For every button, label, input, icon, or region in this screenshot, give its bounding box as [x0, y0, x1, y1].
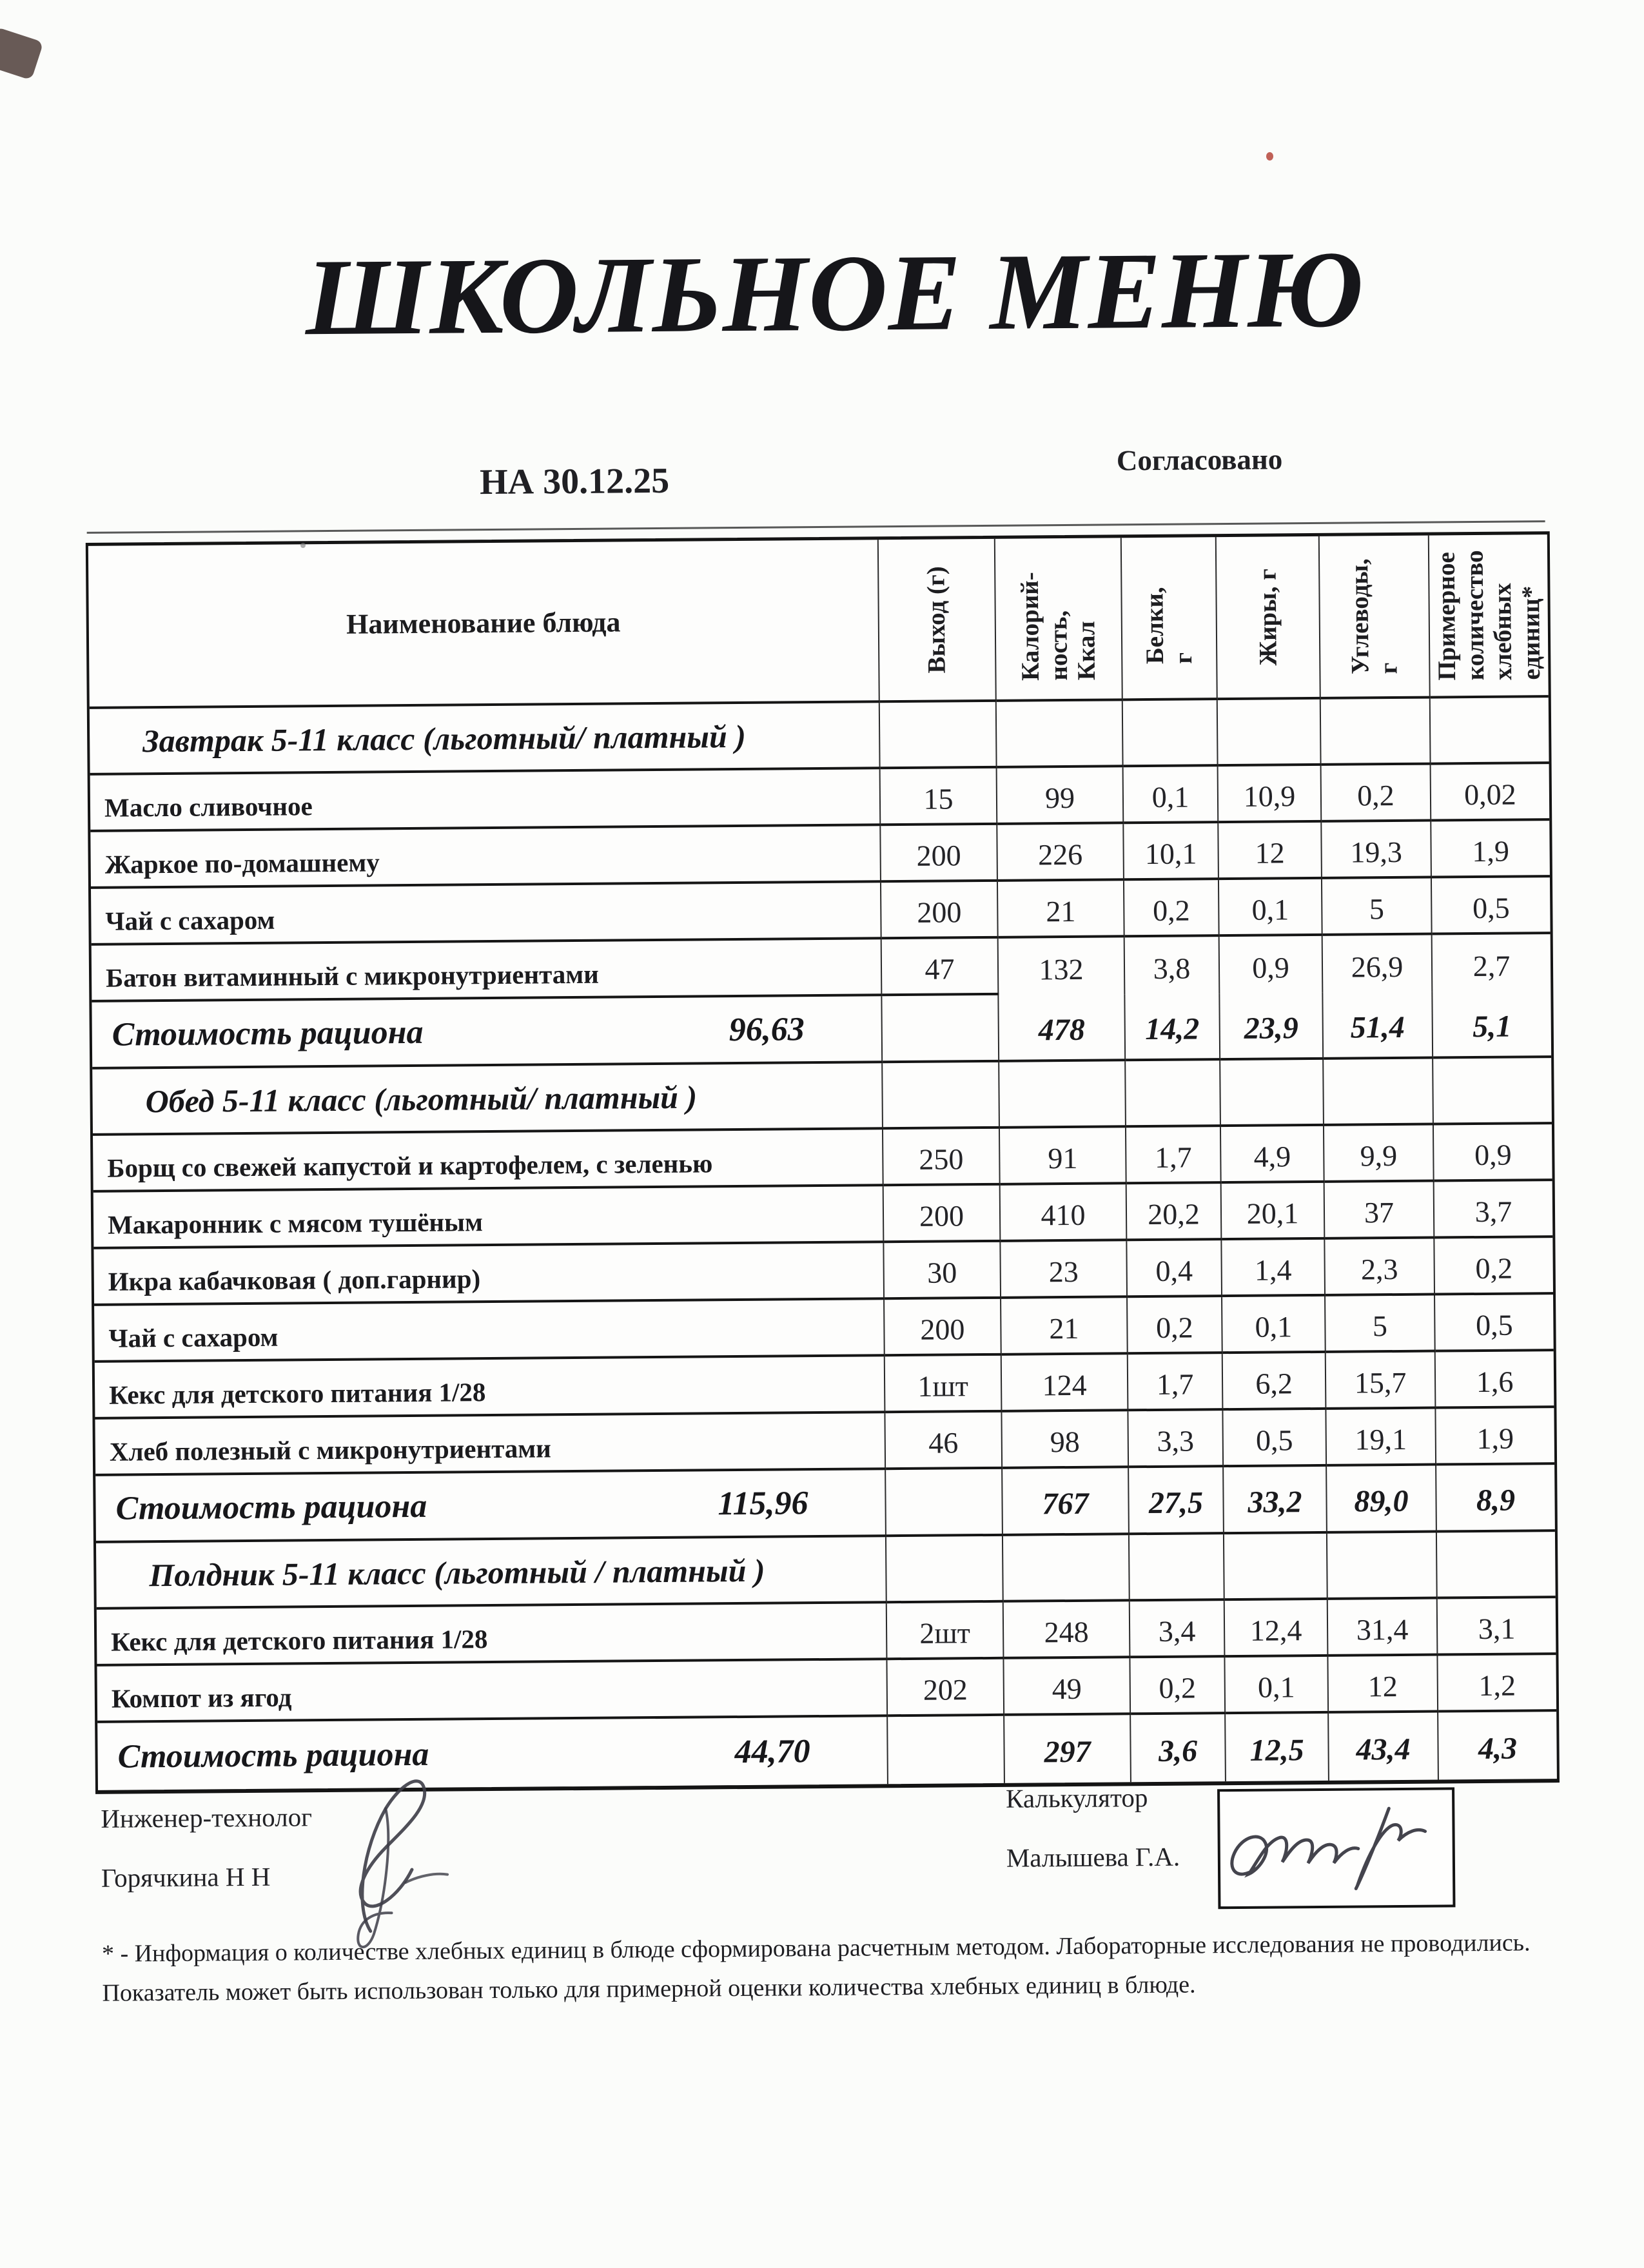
dish-value: 15,7 [1326, 1353, 1436, 1410]
empty-cell [1224, 1534, 1328, 1601]
ration-cost-label: Стоимость рациона [115, 1487, 427, 1527]
column-header-protein-label: Белки, г [1140, 587, 1197, 665]
ration-total-value: 478 [999, 994, 1126, 1062]
dish-value: 1,4 [1222, 1240, 1326, 1297]
calculator-role-label: Калькулятор [1005, 1783, 1148, 1813]
ration-total-value [886, 1469, 1003, 1537]
dish-value: 26,9 [1323, 935, 1433, 993]
dish-value: 0,1 [1225, 1657, 1329, 1714]
dish-name: Хлеб полезный с микронутриентами [95, 1413, 886, 1476]
dish-value: 1,7 [1126, 1127, 1222, 1184]
dish-value: 2,7 [1473, 949, 1511, 983]
dish-name: Чай с сахаром [94, 1300, 885, 1363]
dish-value: 9,9 [1324, 1126, 1434, 1183]
dish-value: 0,5 [1435, 1295, 1554, 1352]
signature-engineer [308, 1750, 504, 1957]
dish-value: 46 [885, 1413, 1003, 1470]
dish-value: 0,1 [1124, 767, 1219, 824]
dish-value: 202 [887, 1659, 1004, 1717]
menu-date: НА 30.12.25 [479, 460, 670, 503]
empty-cell [1431, 698, 1549, 765]
ration-total-value: 297 [1004, 1715, 1131, 1783]
dish-value: 19,3 [1322, 822, 1432, 879]
section-title: Полдник 5-11 класс (льготный / платный ) [96, 1537, 887, 1610]
dish-value: 20,2 [1127, 1184, 1222, 1241]
dish-value: 0,4 [1127, 1240, 1222, 1298]
dish-value: 1,9 [1436, 1408, 1554, 1465]
dish-value: 91 [1000, 1128, 1127, 1186]
ration-total-value: 14,2 [1125, 993, 1220, 1061]
dish-value: 3,1 [1438, 1598, 1556, 1656]
dish-name: Кекс для детского питания 1/28 [95, 1356, 886, 1420]
dish-value: 0,2 [1322, 765, 1432, 823]
column-header-fat-label: Жиры, г [1253, 568, 1282, 666]
ration-cost-label: Стоимость рациона [117, 1735, 429, 1775]
dish-value: 0,1 [1219, 879, 1323, 937]
dish-value: 3,4 [1130, 1601, 1226, 1658]
empty-cell [1130, 1534, 1225, 1601]
ration-total-value: 5,1 [1433, 991, 1551, 1059]
dish-value: 200 [884, 1186, 1001, 1243]
dish-value: 0,2 [1434, 1238, 1553, 1295]
dish-name: Икра кабачковая ( доп.гарнир) [93, 1243, 885, 1306]
dish-name: Масло сливочное [90, 769, 881, 832]
ration-total-value: 27,5 [1129, 1467, 1224, 1535]
column-header-fat [1217, 536, 1321, 700]
column-header-output [879, 539, 997, 703]
dish-value: 0,2 [1130, 1657, 1226, 1715]
dish-value: 2,3 [1325, 1239, 1435, 1296]
dish-value: 12 [1218, 823, 1322, 880]
ration-total-value: 43,4 [1329, 1713, 1439, 1781]
dish-value: 2шт [887, 1603, 1004, 1660]
dish-value: 47 [882, 939, 999, 996]
dish-value: 1,7 [1128, 1354, 1224, 1411]
ration-cost-wrap [93, 1010, 881, 1054]
dish-value: 15 [881, 768, 998, 826]
ration-total-value: 12,5 [1226, 1714, 1329, 1781]
dish-value: 0,5 [1432, 877, 1551, 935]
ration-cost-cell [95, 1470, 886, 1543]
scan-grey-speck [300, 543, 306, 548]
empty-cell [1327, 1533, 1438, 1600]
dish-name: Компот из ягод [97, 1660, 888, 1723]
dish-value: 0,9 [1434, 1124, 1552, 1182]
empty-cell [1220, 1060, 1324, 1127]
empty-cell [1433, 1058, 1552, 1125]
column-header-output-label: Выход (г) [922, 565, 952, 674]
column-header-protein [1122, 537, 1218, 701]
ration-cost-label: Стоимость рациона [112, 1013, 424, 1053]
empty-cell [1126, 1061, 1221, 1128]
column-header-calories [995, 538, 1123, 702]
column-header-dish-label: Наименование блюда [346, 606, 621, 640]
empty-cell [1437, 1532, 1556, 1599]
dish-value: 21 [1001, 1298, 1128, 1356]
signature-calculator [1220, 1790, 1447, 1901]
dish-value: 99 [997, 767, 1124, 825]
dish-value: 0,5 [1223, 1410, 1327, 1467]
menu-table [86, 531, 1560, 1794]
dish-value: 12 [1328, 1656, 1438, 1714]
page-title: ШКОЛЬНОЕ МЕНЮ [305, 228, 1365, 358]
section-title: Завтрак 5-11 класс (льготный/ платный ) [90, 703, 881, 776]
dish-value: 5 [1322, 879, 1433, 936]
table-header-row [88, 534, 1549, 709]
menu-section-row [90, 698, 1549, 776]
dish-value: 0,1 [1222, 1296, 1326, 1354]
dish-value: 20,1 [1222, 1183, 1326, 1240]
dish-value: 410 [1001, 1184, 1128, 1242]
dish-value: 49 [1004, 1658, 1131, 1716]
column-header-calories-label: Калорий- ность, Ккал [1015, 572, 1101, 681]
dish-value: 98 [1002, 1411, 1129, 1469]
dish-value: 4,9 [1221, 1126, 1325, 1184]
signature-box [1217, 1787, 1455, 1909]
dish-value: 0,9 [1220, 936, 1324, 993]
scan-red-speck [1266, 152, 1273, 161]
dish-value: 250 [883, 1129, 1001, 1186]
ration-total-value: 51,4 [1323, 992, 1433, 1060]
column-header-carbs-label: Углеводы, г [1346, 558, 1403, 674]
empty-cell [1218, 699, 1322, 767]
dish-value: 200 [881, 882, 999, 939]
dish-name: Жаркое по-домашнему [90, 826, 881, 889]
dish-value: 19,1 [1326, 1409, 1436, 1467]
dish-value: 124 [1002, 1354, 1129, 1413]
dish-name: Батон витаминный с микронутриентами [92, 939, 883, 1002]
dish-name: Кекс для детского питания 1/28 [97, 1603, 888, 1667]
empty-cell [1003, 1535, 1130, 1603]
dish-value: 3,7 [1434, 1181, 1553, 1238]
dish-name: Чай с сахаром [91, 883, 882, 946]
bread-units-footnote: * - Информация о количестве хлебных единиц в блюде сформирована расчетным методом. Лабораторные исследования не проводились. Показатель может быть использован только для примерной оценки количества хлебных единиц в блюде. [101, 1929, 1531, 2007]
dish-value: 12,4 [1225, 1600, 1329, 1657]
column-header-bread-units [1429, 534, 1549, 698]
ration-total-value: 8,9 [1436, 1465, 1555, 1532]
menu-section-row [92, 1058, 1552, 1136]
dish-value: 21 [998, 881, 1125, 939]
dish-value: 248 [1004, 1601, 1131, 1659]
engineer-role-label: Инженер-технолог [101, 1802, 313, 1833]
dish-value: 5 [1326, 1296, 1436, 1353]
ration-total-value: 4,3 [1478, 1731, 1518, 1766]
column-header-carbs [1320, 536, 1431, 699]
ration-cost-price: 96,63 [729, 1010, 805, 1048]
dish-name: Борщ со свежей капустой и картофелем, с зеленью [93, 1129, 884, 1193]
dish-value: 30 [884, 1242, 1001, 1300]
column-header-bread-units-label: Примерное количество хлебных единиц* [1432, 550, 1545, 681]
dish-value: 1шт [885, 1356, 1003, 1413]
dish-value: 31,4 [1328, 1599, 1438, 1657]
ration-total-value: 23,9 [1220, 993, 1324, 1061]
ration-total-value [888, 1716, 1005, 1784]
dish-value: 1,9 [1431, 821, 1550, 878]
dish-value: 226 [997, 824, 1124, 882]
empty-cell [880, 702, 997, 769]
dish-value: 1,2 [1438, 1655, 1556, 1712]
ration-cost-price: 44,70 [734, 1732, 810, 1770]
dish-value: 3,3 [1128, 1411, 1224, 1468]
ration-cost-cell [92, 996, 883, 1070]
approval-line1: Согласовано [1116, 443, 1283, 477]
menu-table-body [90, 698, 1557, 1790]
calculator-name-label: Малышева Г.А. [1006, 1841, 1180, 1873]
empty-cell [1324, 1059, 1434, 1126]
empty-cell [883, 1062, 1000, 1129]
dish-value: 3,8 [1125, 937, 1220, 994]
ration-total-value [882, 995, 999, 1063]
empty-cell [997, 701, 1124, 768]
dish-value: 200 [881, 825, 998, 883]
empty-cell [999, 1061, 1126, 1129]
dish-value: 0,2 [1128, 1297, 1223, 1354]
ration-total-value: 3,6 [1131, 1714, 1226, 1782]
empty-cell [886, 1536, 1004, 1603]
dish-value: 132 [999, 937, 1126, 995]
dish-value: 0,2 [1124, 880, 1220, 937]
ration-cost-wrap [96, 1483, 884, 1528]
ration-cost-row [92, 991, 1551, 1070]
column-header-dish [88, 540, 880, 709]
dish-value: 10,9 [1218, 766, 1322, 823]
dish-value: 200 [885, 1299, 1002, 1356]
ration-total-value: 767 [1003, 1468, 1130, 1536]
dish-value: 10,1 [1124, 823, 1219, 881]
ration-total-value: 89,0 [1327, 1466, 1437, 1534]
empty-cell [1321, 699, 1431, 766]
dish-value: 1,6 [1436, 1351, 1554, 1409]
ration-total-value: 33,2 [1224, 1467, 1327, 1534]
dish-name: Макаронник с мясом тушёным [93, 1186, 885, 1249]
ration-cost-row [95, 1465, 1555, 1543]
dish-value: 6,2 [1223, 1353, 1327, 1411]
dish-value: 23 [1001, 1241, 1128, 1299]
engineer-name-label: Горячкина Н Н [101, 1861, 271, 1893]
dish-value: 0,02 [1431, 764, 1550, 821]
ration-cost-price: 115,96 [718, 1484, 808, 1522]
empty-cell [1123, 700, 1218, 767]
dish-value: 37 [1325, 1182, 1435, 1240]
menu-section-row [96, 1532, 1556, 1610]
section-title: Обед 5-11 класс (льготный/ платный ) [92, 1063, 883, 1136]
